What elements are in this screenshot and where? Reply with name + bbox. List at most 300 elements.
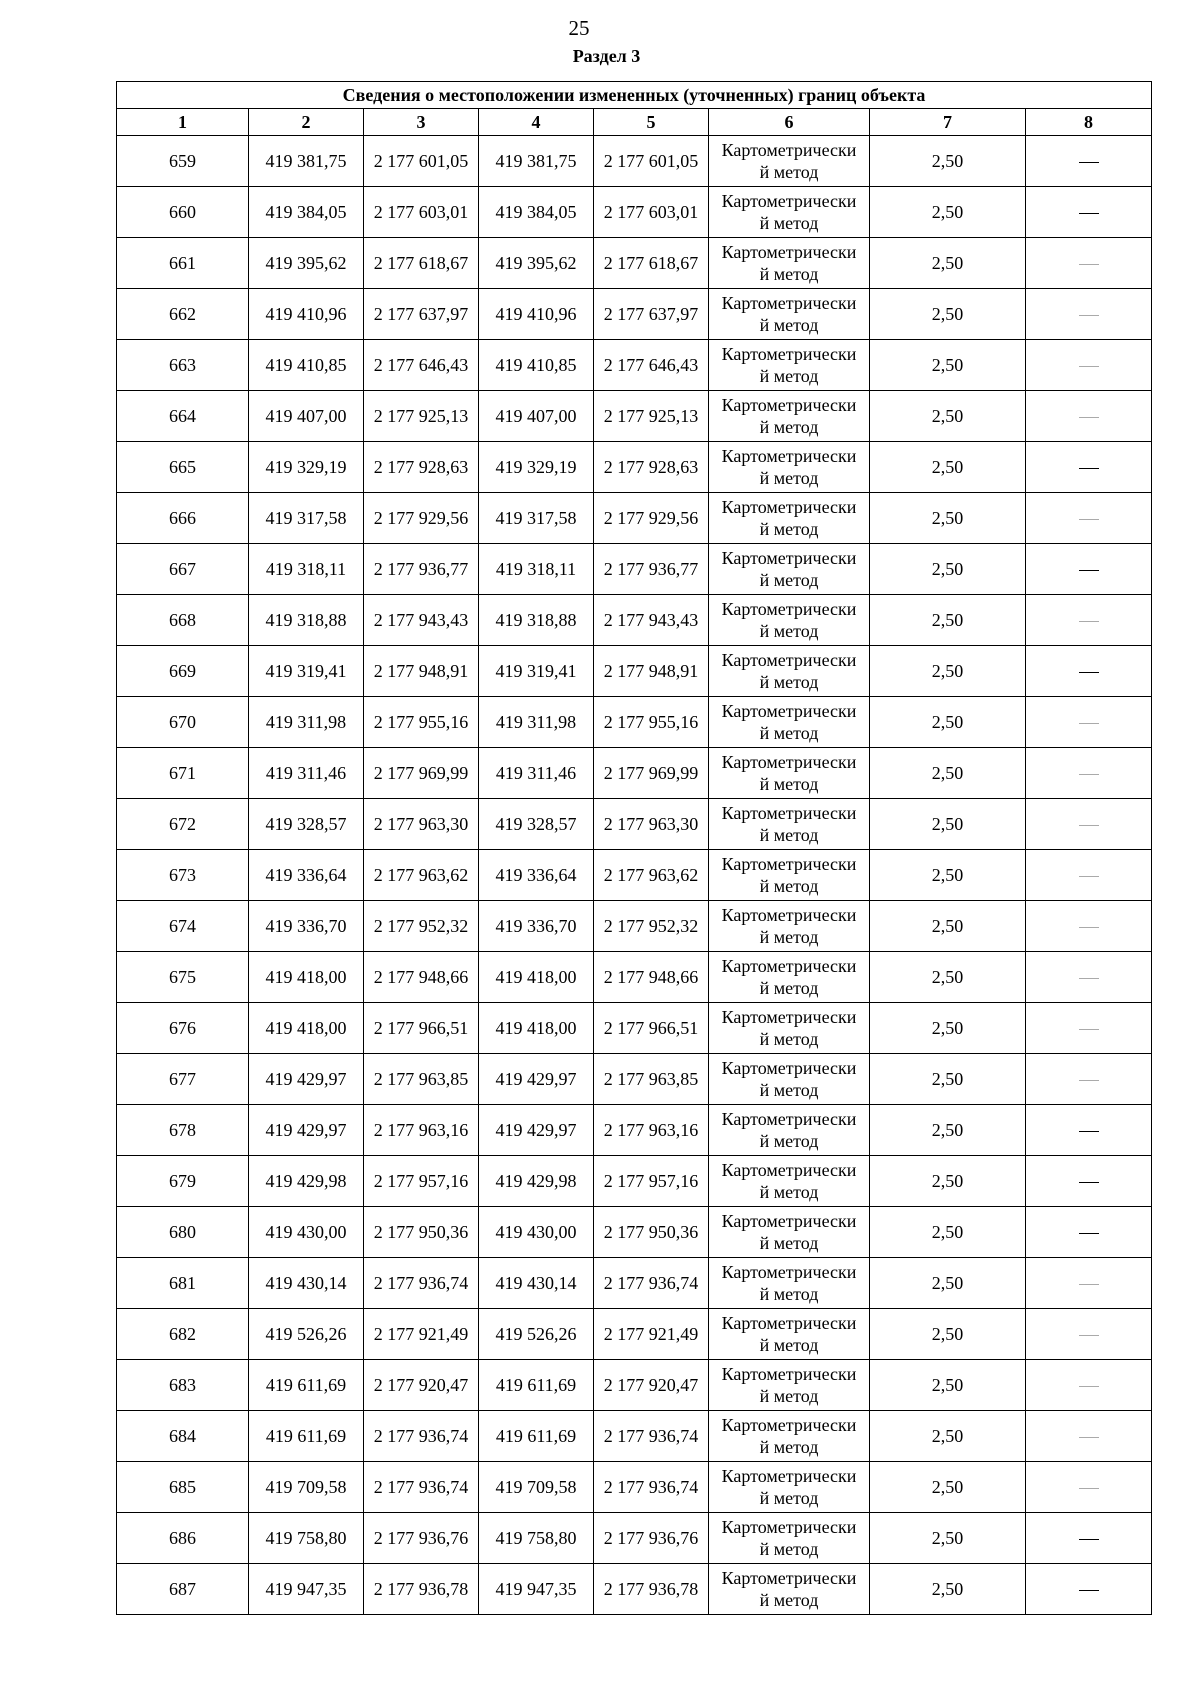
method-text-line: й метод <box>759 1233 819 1253</box>
y-old-cell: 2 177 936,74 <box>364 1258 479 1309</box>
table-row <box>117 748 1152 799</box>
method-text-line: й метод <box>759 1437 819 1457</box>
accuracy-cell: 2,50 <box>870 1462 1026 1513</box>
column-header: 1 <box>117 109 249 136</box>
y-new-cell: 2 177 950,36 <box>594 1207 709 1258</box>
y-old-cell: 2 177 603,01 <box>364 187 479 238</box>
x-new-cell: 419 526,26 <box>479 1309 594 1360</box>
dash-mark <box>1079 1590 1099 1591</box>
point-number-cell: 668 <box>117 595 249 646</box>
point-number-cell: 669 <box>117 646 249 697</box>
method-cell <box>709 799 870 850</box>
x-new-cell: 419 407,00 <box>479 391 594 442</box>
method-text-line: й метод <box>759 264 819 284</box>
y-new-cell: 2 177 603,01 <box>594 187 709 238</box>
y-old-cell: 2 177 952,32 <box>364 901 479 952</box>
x-old-cell: 419 430,00 <box>249 1207 364 1258</box>
accuracy-cell: 2,50 <box>870 391 1026 442</box>
y-new-cell: 2 177 936,77 <box>594 544 709 595</box>
method-cell <box>709 1207 870 1258</box>
table-row <box>117 187 1152 238</box>
method-text-line: Картометрически <box>721 1058 857 1078</box>
dash-mark <box>1079 723 1099 724</box>
y-old-cell: 2 177 969,99 <box>364 748 479 799</box>
y-new-cell: 2 177 963,16 <box>594 1105 709 1156</box>
method-text-line: Картометрически <box>721 905 857 925</box>
x-old-cell: 419 328,57 <box>249 799 364 850</box>
x-old-cell: 419 430,14 <box>249 1258 364 1309</box>
method-text-line: й метод <box>759 1029 819 1049</box>
x-new-cell: 419 395,62 <box>479 238 594 289</box>
table-row <box>117 1411 1152 1462</box>
y-old-cell: 2 177 928,63 <box>364 442 479 493</box>
method-text-line: й метод <box>759 468 819 488</box>
table-row <box>117 1513 1152 1564</box>
method-text-line: Картометрически <box>721 1313 857 1333</box>
method-cell <box>709 493 870 544</box>
note-cell <box>1026 748 1152 799</box>
y-old-cell: 2 177 948,66 <box>364 952 479 1003</box>
point-number-cell: 678 <box>117 1105 249 1156</box>
point-number-cell: 686 <box>117 1513 249 1564</box>
y-old-cell: 2 177 966,51 <box>364 1003 479 1054</box>
note-cell <box>1026 850 1152 901</box>
table-row <box>117 1207 1152 1258</box>
dash-mark <box>1079 1131 1099 1132</box>
y-old-cell: 2 177 936,74 <box>364 1411 479 1462</box>
table-row <box>117 595 1152 646</box>
method-text-line: й метод <box>759 519 819 539</box>
section-title: Раздел 3 <box>572 46 641 66</box>
point-number-cell: 671 <box>117 748 249 799</box>
note-cell <box>1026 1258 1152 1309</box>
method-text-line: Картометрически <box>721 1262 857 1282</box>
point-number-cell: 676 <box>117 1003 249 1054</box>
method-cell <box>709 952 870 1003</box>
page-number: 25 <box>568 16 590 40</box>
table-row <box>117 1462 1152 1513</box>
note-cell <box>1026 1003 1152 1054</box>
point-number-cell: 662 <box>117 289 249 340</box>
x-old-cell: 419 611,69 <box>249 1411 364 1462</box>
accuracy-cell: 2,50 <box>870 799 1026 850</box>
note-cell <box>1026 952 1152 1003</box>
y-new-cell: 2 177 929,56 <box>594 493 709 544</box>
method-cell <box>709 595 870 646</box>
note-cell <box>1026 595 1152 646</box>
note-cell <box>1026 544 1152 595</box>
dash-mark <box>1079 1182 1099 1183</box>
method-cell <box>709 1513 870 1564</box>
table-row <box>117 952 1152 1003</box>
note-cell <box>1026 697 1152 748</box>
method-text-line: Картометрически <box>721 1466 857 1486</box>
x-new-cell: 419 429,98 <box>479 1156 594 1207</box>
y-old-cell: 2 177 963,62 <box>364 850 479 901</box>
x-old-cell: 419 429,97 <box>249 1054 364 1105</box>
method-cell <box>709 238 870 289</box>
dash-mark <box>1079 519 1099 520</box>
table-row <box>117 901 1152 952</box>
table-row <box>117 391 1152 442</box>
accuracy-cell: 2,50 <box>870 952 1026 1003</box>
x-new-cell: 419 947,35 <box>479 1564 594 1615</box>
x-new-cell: 419 410,85 <box>479 340 594 391</box>
table-row <box>117 1360 1152 1411</box>
x-old-cell: 419 611,69 <box>249 1360 364 1411</box>
accuracy-cell: 2,50 <box>870 136 1026 187</box>
accuracy-cell: 2,50 <box>870 187 1026 238</box>
x-old-cell: 419 381,75 <box>249 136 364 187</box>
y-new-cell: 2 177 969,99 <box>594 748 709 799</box>
y-new-cell: 2 177 963,62 <box>594 850 709 901</box>
dash-mark <box>1079 1437 1099 1438</box>
x-new-cell: 419 611,69 <box>479 1360 594 1411</box>
table-row <box>117 799 1152 850</box>
method-text-line: Картометрически <box>721 1160 857 1180</box>
note-cell <box>1026 1513 1152 1564</box>
accuracy-cell: 2,50 <box>870 1054 1026 1105</box>
accuracy-cell: 2,50 <box>870 1207 1026 1258</box>
note-cell <box>1026 1360 1152 1411</box>
method-text-line: Картометрически <box>721 752 857 772</box>
x-new-cell: 419 329,19 <box>479 442 594 493</box>
table-row <box>117 289 1152 340</box>
dash-mark <box>1079 570 1099 571</box>
y-old-cell: 2 177 936,78 <box>364 1564 479 1615</box>
y-new-cell: 2 177 948,91 <box>594 646 709 697</box>
dash-mark <box>1079 264 1099 265</box>
x-old-cell: 419 410,96 <box>249 289 364 340</box>
method-text-line: й метод <box>759 774 819 794</box>
x-new-cell: 419 384,05 <box>479 187 594 238</box>
method-cell <box>709 850 870 901</box>
method-text-line: й метод <box>759 1284 819 1304</box>
table-row <box>117 340 1152 391</box>
x-old-cell: 419 410,85 <box>249 340 364 391</box>
table-row <box>117 136 1152 187</box>
method-cell <box>709 1258 870 1309</box>
y-old-cell: 2 177 921,49 <box>364 1309 479 1360</box>
x-old-cell: 419 395,62 <box>249 238 364 289</box>
dash-mark <box>1079 1335 1099 1336</box>
dash-mark <box>1079 1284 1099 1285</box>
method-text-line: Картометрически <box>721 293 857 313</box>
method-cell <box>709 1105 870 1156</box>
y-new-cell: 2 177 966,51 <box>594 1003 709 1054</box>
dash-mark <box>1079 162 1099 163</box>
x-new-cell: 419 429,97 <box>479 1105 594 1156</box>
x-old-cell: 419 336,70 <box>249 901 364 952</box>
y-new-cell: 2 177 921,49 <box>594 1309 709 1360</box>
y-old-cell: 2 177 618,67 <box>364 238 479 289</box>
point-number-cell: 681 <box>117 1258 249 1309</box>
point-number-cell: 660 <box>117 187 249 238</box>
table-row <box>117 1003 1152 1054</box>
note-cell <box>1026 289 1152 340</box>
method-text-line: й метод <box>759 1386 819 1406</box>
point-number-cell: 666 <box>117 493 249 544</box>
x-new-cell: 419 429,97 <box>479 1054 594 1105</box>
x-new-cell: 419 430,14 <box>479 1258 594 1309</box>
x-old-cell: 419 758,80 <box>249 1513 364 1564</box>
point-number-cell: 661 <box>117 238 249 289</box>
table-row <box>117 1309 1152 1360</box>
x-new-cell: 419 311,98 <box>479 697 594 748</box>
column-header: 3 <box>364 109 479 136</box>
method-text-line: Картометрически <box>721 344 857 364</box>
accuracy-cell: 2,50 <box>870 340 1026 391</box>
y-new-cell: 2 177 618,67 <box>594 238 709 289</box>
y-old-cell: 2 177 936,76 <box>364 1513 479 1564</box>
x-old-cell: 419 319,41 <box>249 646 364 697</box>
x-new-cell: 419 336,70 <box>479 901 594 952</box>
x-old-cell: 419 418,00 <box>249 952 364 1003</box>
method-text-line: й метод <box>759 162 819 182</box>
x-new-cell: 419 418,00 <box>479 1003 594 1054</box>
note-cell <box>1026 340 1152 391</box>
method-text-line: Картометрически <box>721 650 857 670</box>
boundary-coordinates-table <box>116 81 1152 1615</box>
accuracy-cell: 2,50 <box>870 1411 1026 1462</box>
table-row <box>117 493 1152 544</box>
method-text-line: й метод <box>759 978 819 998</box>
x-old-cell: 419 317,58 <box>249 493 364 544</box>
y-new-cell: 2 177 601,05 <box>594 136 709 187</box>
x-old-cell: 419 384,05 <box>249 187 364 238</box>
note-cell <box>1026 1207 1152 1258</box>
y-old-cell: 2 177 963,16 <box>364 1105 479 1156</box>
x-new-cell: 419 418,00 <box>479 952 594 1003</box>
method-cell <box>709 136 870 187</box>
dash-mark <box>1079 876 1099 877</box>
column-header: 8 <box>1026 109 1152 136</box>
dash-mark <box>1079 1233 1099 1234</box>
x-old-cell: 419 318,11 <box>249 544 364 595</box>
accuracy-cell: 2,50 <box>870 1258 1026 1309</box>
column-header: 6 <box>709 109 870 136</box>
method-cell <box>709 901 870 952</box>
y-new-cell: 2 177 936,74 <box>594 1258 709 1309</box>
accuracy-cell: 2,50 <box>870 1156 1026 1207</box>
method-text-line: Картометрически <box>721 701 857 721</box>
x-new-cell: 419 709,58 <box>479 1462 594 1513</box>
y-new-cell: 2 177 936,74 <box>594 1462 709 1513</box>
point-number-cell: 684 <box>117 1411 249 1462</box>
x-old-cell: 419 407,00 <box>249 391 364 442</box>
accuracy-cell: 2,50 <box>870 901 1026 952</box>
x-old-cell: 419 336,64 <box>249 850 364 901</box>
y-new-cell: 2 177 637,97 <box>594 289 709 340</box>
note-cell <box>1026 442 1152 493</box>
column-header: 5 <box>594 109 709 136</box>
x-old-cell: 419 429,97 <box>249 1105 364 1156</box>
method-text-line: й метод <box>759 1080 819 1100</box>
dash-mark <box>1079 672 1099 673</box>
note-cell <box>1026 799 1152 850</box>
method-text-line: Картометрически <box>721 854 857 874</box>
table-row <box>117 442 1152 493</box>
method-text-line: Картометрически <box>721 1415 857 1435</box>
note-cell <box>1026 391 1152 442</box>
y-old-cell: 2 177 957,16 <box>364 1156 479 1207</box>
method-text-line: Картометрически <box>721 395 857 415</box>
method-text-line: й метод <box>759 723 819 743</box>
method-cell <box>709 391 870 442</box>
column-header-row <box>117 109 1152 136</box>
method-text-line: й метод <box>759 621 819 641</box>
method-text-line: Картометрически <box>721 599 857 619</box>
x-new-cell: 419 317,58 <box>479 493 594 544</box>
y-old-cell: 2 177 948,91 <box>364 646 479 697</box>
y-old-cell: 2 177 955,16 <box>364 697 479 748</box>
accuracy-cell: 2,50 <box>870 1003 1026 1054</box>
note-cell <box>1026 901 1152 952</box>
x-old-cell: 419 311,98 <box>249 697 364 748</box>
x-new-cell: 419 336,64 <box>479 850 594 901</box>
point-number-cell: 685 <box>117 1462 249 1513</box>
method-text-line: Картометрически <box>721 1007 857 1027</box>
x-old-cell: 419 429,98 <box>249 1156 364 1207</box>
point-number-cell: 672 <box>117 799 249 850</box>
method-text-line: й метод <box>759 315 819 335</box>
note-cell <box>1026 1411 1152 1462</box>
dash-mark <box>1079 927 1099 928</box>
y-new-cell: 2 177 963,85 <box>594 1054 709 1105</box>
y-old-cell: 2 177 936,74 <box>364 1462 479 1513</box>
dash-mark <box>1079 417 1099 418</box>
accuracy-cell: 2,50 <box>870 238 1026 289</box>
method-text-line: Картометрически <box>721 1211 857 1231</box>
note-cell <box>1026 493 1152 544</box>
method-cell <box>709 748 870 799</box>
dash-mark <box>1079 621 1099 622</box>
method-cell <box>709 340 870 391</box>
method-text-line: й метод <box>759 213 819 233</box>
point-number-cell: 667 <box>117 544 249 595</box>
note-cell <box>1026 1156 1152 1207</box>
point-number-cell: 670 <box>117 697 249 748</box>
method-text-line: Картометрически <box>721 803 857 823</box>
method-text-line: й метод <box>759 366 819 386</box>
method-text-line: й метод <box>759 570 819 590</box>
method-text-line: Картометрически <box>721 1364 857 1384</box>
method-cell <box>709 1360 870 1411</box>
accuracy-cell: 2,50 <box>870 1513 1026 1564</box>
accuracy-cell: 2,50 <box>870 1309 1026 1360</box>
table-body <box>117 136 1152 1615</box>
dash-mark <box>1079 825 1099 826</box>
x-old-cell: 419 709,58 <box>249 1462 364 1513</box>
method-text-line: Картометрически <box>721 497 857 517</box>
x-old-cell: 419 526,26 <box>249 1309 364 1360</box>
table-row <box>117 850 1152 901</box>
method-cell <box>709 697 870 748</box>
dash-mark <box>1079 213 1099 214</box>
note-cell <box>1026 1105 1152 1156</box>
table-row <box>117 697 1152 748</box>
accuracy-cell: 2,50 <box>870 850 1026 901</box>
x-new-cell: 419 758,80 <box>479 1513 594 1564</box>
table-row <box>117 238 1152 289</box>
y-new-cell: 2 177 948,66 <box>594 952 709 1003</box>
dash-mark <box>1079 1539 1099 1540</box>
method-text-line: й метод <box>759 1131 819 1151</box>
method-text-line: Картометрически <box>721 191 857 211</box>
method-text-line: Картометрически <box>721 1109 857 1129</box>
point-number-cell: 664 <box>117 391 249 442</box>
point-number-cell: 673 <box>117 850 249 901</box>
method-cell <box>709 646 870 697</box>
point-number-cell: 677 <box>117 1054 249 1105</box>
note-cell <box>1026 238 1152 289</box>
table-row <box>117 1054 1152 1105</box>
x-new-cell: 419 311,46 <box>479 748 594 799</box>
method-text-line: й метод <box>759 1182 819 1202</box>
accuracy-cell: 2,50 <box>870 595 1026 646</box>
method-text-line: й метод <box>759 417 819 437</box>
method-cell <box>709 1462 870 1513</box>
accuracy-cell: 2,50 <box>870 493 1026 544</box>
note-cell <box>1026 1054 1152 1105</box>
point-number-cell: 663 <box>117 340 249 391</box>
y-old-cell: 2 177 920,47 <box>364 1360 479 1411</box>
x-old-cell: 419 418,00 <box>249 1003 364 1054</box>
x-new-cell: 419 319,41 <box>479 646 594 697</box>
point-number-cell: 665 <box>117 442 249 493</box>
y-new-cell: 2 177 955,16 <box>594 697 709 748</box>
method-text-line: Картометрически <box>721 242 857 262</box>
column-header: 4 <box>479 109 594 136</box>
point-number-cell: 682 <box>117 1309 249 1360</box>
note-cell <box>1026 136 1152 187</box>
point-number-cell: 683 <box>117 1360 249 1411</box>
y-new-cell: 2 177 928,63 <box>594 442 709 493</box>
accuracy-cell: 2,50 <box>870 442 1026 493</box>
point-number-cell: 659 <box>117 136 249 187</box>
accuracy-cell: 2,50 <box>870 544 1026 595</box>
column-header: 7 <box>870 109 1026 136</box>
method-text-line: Картометрически <box>721 140 857 160</box>
x-old-cell: 419 318,88 <box>249 595 364 646</box>
table-row <box>117 1105 1152 1156</box>
accuracy-cell: 2,50 <box>870 748 1026 799</box>
x-old-cell: 419 947,35 <box>249 1564 364 1615</box>
y-old-cell: 2 177 963,30 <box>364 799 479 850</box>
method-cell <box>709 442 870 493</box>
x-new-cell: 419 430,00 <box>479 1207 594 1258</box>
y-old-cell: 2 177 963,85 <box>364 1054 479 1105</box>
x-new-cell: 419 328,57 <box>479 799 594 850</box>
accuracy-cell: 2,50 <box>870 1564 1026 1615</box>
dash-mark <box>1079 366 1099 367</box>
y-old-cell: 2 177 929,56 <box>364 493 479 544</box>
method-text-line: Картометрически <box>721 956 857 976</box>
note-cell <box>1026 1462 1152 1513</box>
method-text-line: й метод <box>759 1590 819 1610</box>
method-text-line: й метод <box>759 1335 819 1355</box>
note-cell <box>1026 187 1152 238</box>
y-old-cell: 2 177 925,13 <box>364 391 479 442</box>
method-cell <box>709 544 870 595</box>
method-cell <box>709 187 870 238</box>
x-new-cell: 419 611,69 <box>479 1411 594 1462</box>
dash-mark <box>1079 1080 1099 1081</box>
y-new-cell: 2 177 936,76 <box>594 1513 709 1564</box>
method-text-line: Картометрически <box>721 446 857 466</box>
note-cell <box>1026 646 1152 697</box>
method-cell <box>709 1411 870 1462</box>
